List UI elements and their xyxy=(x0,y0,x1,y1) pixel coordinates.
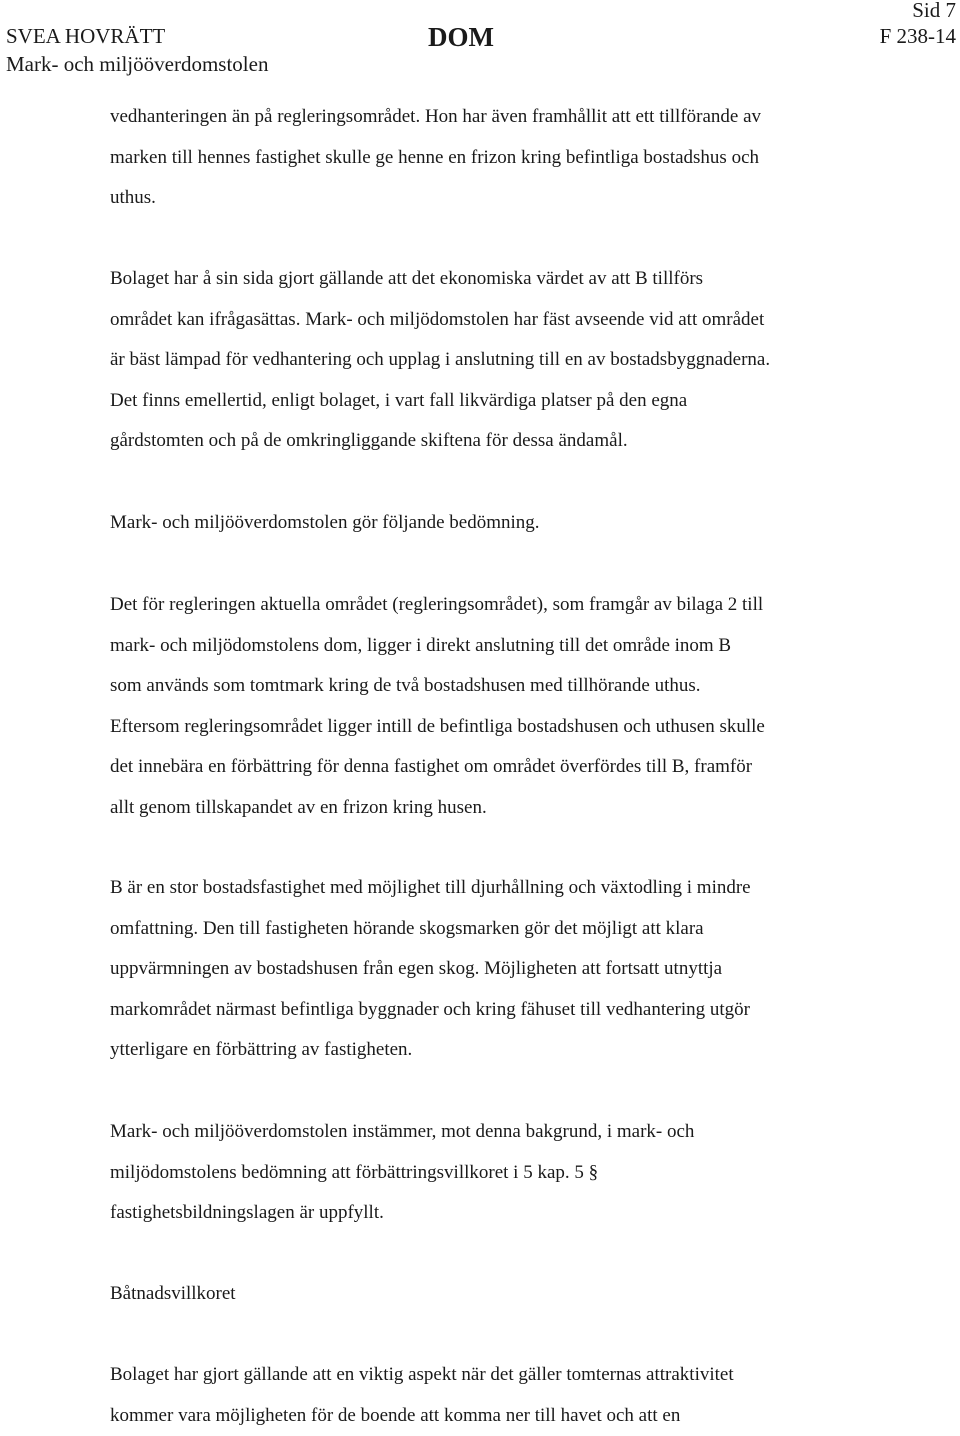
text-line: Bolaget har å sin sida gjort gällande att det ekonomiska värdet av att B tillförs xyxy=(110,259,940,300)
paragraph-2 xyxy=(110,259,940,462)
text-line: B är en stor bostadsfastighet med möjlighet till djurhållning och växtodling i mindre xyxy=(110,868,940,909)
text-line: som används som tomtmark kring de två bostadshusen med tillhörande uthus. xyxy=(110,666,940,707)
case-number: F 238-14 xyxy=(880,24,956,48)
text-line: mark- och miljödomstolens dom, ligger i direkt anslutning till det område inom B xyxy=(110,626,940,667)
heading-text: Båtnadsvillkoret xyxy=(110,1274,940,1315)
text-line: Mark- och miljööverdomstolen gör följande bedömning. xyxy=(110,503,940,544)
document-type: DOM xyxy=(428,22,494,52)
text-line: markområdet närmast befintliga byggnader och kring fähuset till vedhantering utgör xyxy=(110,990,940,1031)
text-line: uthus. xyxy=(110,178,940,219)
text-line: omfattning. Den till fastigheten hörande skogsmarken gör det möjligt att klara xyxy=(110,909,940,950)
text-line: ytterligare en förbättring av fastigheten. xyxy=(110,1030,940,1071)
page-number: Sid 7 xyxy=(912,0,956,22)
text-line: fastighetsbildningslagen är uppfyllt. xyxy=(110,1193,940,1234)
text-line: kommer vara möjligheten för de boende att komma ner till havet och att en xyxy=(110,1396,940,1436)
paragraph-6 xyxy=(110,1112,940,1234)
text-line: vedhanteringen än på regleringsområdet. Hon har även framhållit att ett tillförande av xyxy=(110,97,940,138)
paragraph-4 xyxy=(110,585,940,828)
court-division: Mark- och miljööverdomstolen xyxy=(6,52,268,76)
text-line: uppvärmningen av bostadshusen från egen skog. Möjligheten att fortsatt utnyttja xyxy=(110,949,940,990)
text-line: allt genom tillskapandet av en frizon kring husen. xyxy=(110,788,940,829)
paragraph-7 xyxy=(110,1355,940,1436)
text-line: Det för regleringen aktuella området (regleringsområdet), som framgår av bilaga 2 till xyxy=(110,585,940,626)
text-line: är bäst lämpad för vedhantering och upplag i anslutning till en av bostadsbyggnaderna. xyxy=(110,340,940,381)
text-line: miljödomstolens bedömning att förbättringsvillkoret i 5 kap. 5 § xyxy=(110,1153,940,1194)
paragraph-1 xyxy=(110,97,940,219)
section-heading xyxy=(110,1274,940,1315)
text-line: Bolaget har gjort gällande att en viktig aspekt när det gäller tomternas attraktivitet xyxy=(110,1355,940,1396)
court-name: SVEA HOVRÄTT xyxy=(6,24,165,48)
text-line: Mark- och miljööverdomstolen instämmer, mot denna bakgrund, i mark- och xyxy=(110,1112,940,1153)
paragraph-3 xyxy=(110,503,940,544)
text-line: det innebära en förbättring för denna fastighet om området överfördes till B, framför xyxy=(110,747,940,788)
text-line: Det finns emellertid, enligt bolaget, i vart fall likvärdiga platser på den egna xyxy=(110,381,940,422)
text-line: området kan ifrågasättas. Mark- och miljödomstolen har fäst avseende vid att området xyxy=(110,300,940,341)
text-line: Eftersom regleringsområdet ligger intill de befintliga bostadshusen och uthusen skulle xyxy=(110,707,940,748)
paragraph-5 xyxy=(110,868,940,1071)
text-line: marken till hennes fastighet skulle ge henne en frizon kring befintliga bostadshus och xyxy=(110,138,940,179)
text-line: gårdstomten och på de omkringliggande skiftena för dessa ändamål. xyxy=(110,421,940,462)
